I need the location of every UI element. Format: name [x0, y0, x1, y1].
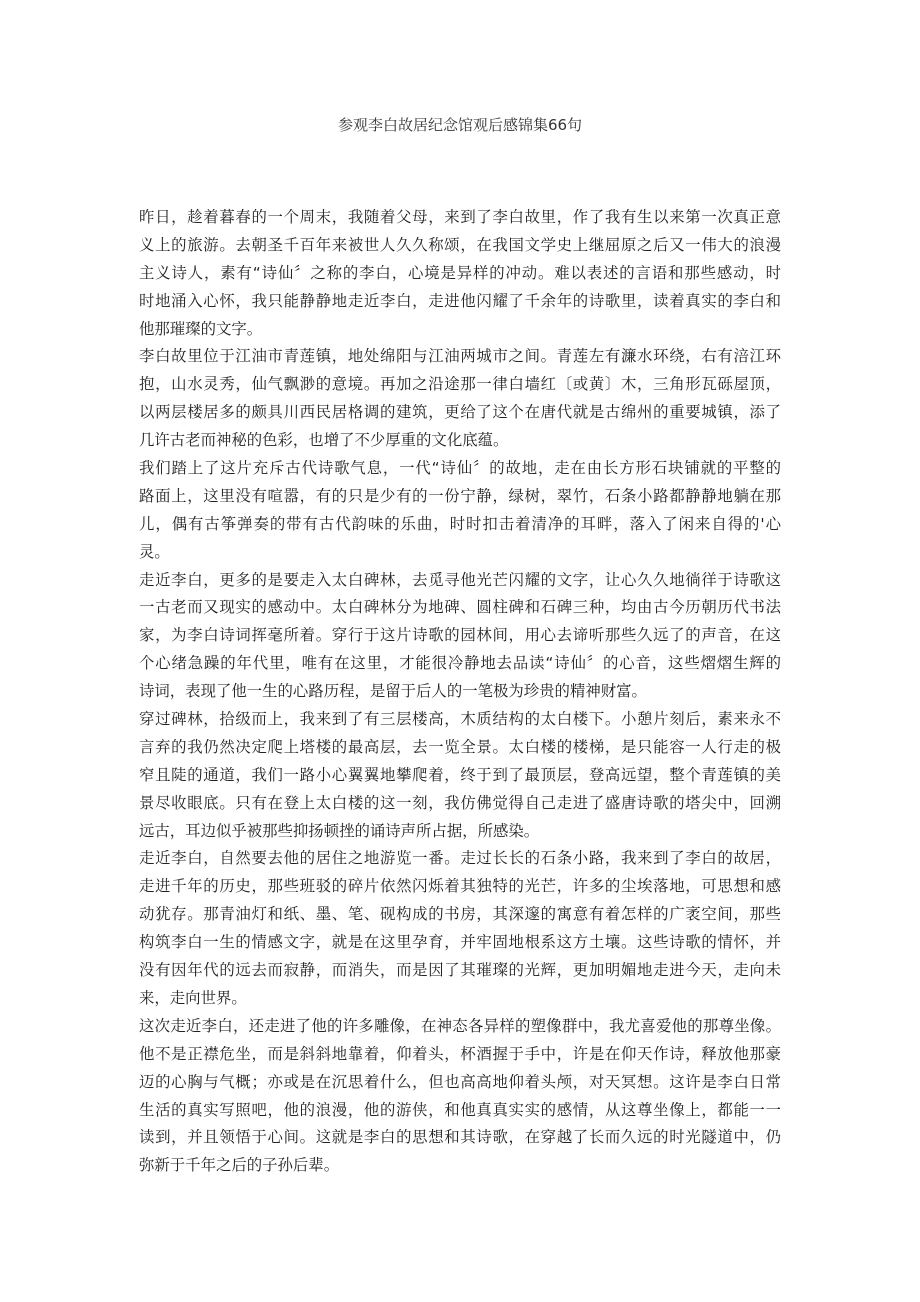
text-line: 他那璀璨的文字。	[139, 319, 263, 338]
text-line: 走进千年的历史，那些班驳的碎片依然闪烁着其独特的光芒，许多的尘埃落地，可思想和感	[139, 877, 781, 896]
text-line: 远古，耳边似乎被那些抑扬顿挫的诵诗声所占据，所感染。	[139, 821, 540, 840]
text-line: 主义诗人，素有“诗仙〞之称的李白，心境是异样的冲动。难以表述的言语和那些感动，时	[139, 263, 781, 282]
paragraph	[139, 455, 781, 567]
text-line: 走近李白，自然要去他的居住之地游览一番。走过长长的石条小路，我来到了李白的故居，	[139, 849, 781, 868]
text-line: 一古老而又现实的感动中。太白碑林分为地碑、圆柱碑和石碑三种，均由古今历朝历代书法	[139, 598, 781, 617]
text-line: 走近李白，更多的是要走入太白碑林，去觅寻他光芒闪耀的文字，让心久久地徜徉于诗歌这	[139, 570, 781, 589]
paragraph	[139, 1013, 781, 1180]
text-line: 几许古老而神秘的色彩，也增了不少厚重的文化底蕴。	[139, 431, 509, 450]
text-line: 我们踏上了这片充斥古代诗歌气息，一代“诗仙〞的故地，走在由长方形石块铺就的平整的	[139, 459, 781, 478]
text-line: 言弃的我仍然决定爬上塔楼的最高层，去一览全景。太白楼的楼梯，是只能容一人行走的极	[139, 737, 781, 756]
text-line: 李白故里位于江油市青莲镇，地处绵阳与江油两城市之间。青莲左有濂水环绕，右有涪江环	[139, 347, 781, 366]
text-line: 构筑李白一生的情感文字，就是在这里孕育，并牢固地根系这方土壤。这些诗歌的情怀，并	[139, 933, 781, 952]
paragraph	[139, 845, 781, 1012]
text-line: 路面上，这里没有喧嚣，有的只是少有的一份宁静，绿树，翠竹，石条小路都静静地躺在那	[139, 486, 781, 505]
paragraph	[139, 567, 781, 706]
text-line: 穿过碑林，拾级而上，我来到了有三层楼高，木质结构的太白楼下。小憩片刻后，素来永不	[139, 710, 781, 729]
document-title: 参观李白故居纪念馆观后感锦集66句	[337, 116, 583, 134]
paragraph	[139, 204, 781, 343]
text-line: 昨日，趁着暮春的一个周末，我随着父母，来到了李白故里，作了我有生以来第一次真正意	[139, 208, 781, 226]
text-line: 弥新于千年之后的子孙后辈。	[139, 1156, 340, 1175]
text-line: 诗词，表现了他一生的心路历程，是留于后人的一笔极为珍贵的精神财富。	[139, 682, 647, 701]
paragraph	[139, 343, 781, 455]
text-line: 景尽收眼底。只有在登上太白楼的这一刻，我仿佛觉得自己走进了盛唐诗歌的塔尖中，回溯	[139, 793, 781, 812]
text-line: 抱，山水灵秀，仙气飘渺的意境。再加之沿途那一律白墙红〔或黄〕木，三角形瓦砾屋顶，	[139, 375, 781, 394]
text-line: 来，走向世界。	[139, 988, 247, 1007]
text-line: 迈的心胸与气概；亦或是在沉思着什么，但也高高地仰着头颅，对天冥想。这许是李白日常	[139, 1072, 781, 1091]
text-line: 动犹存。那青油灯和纸、墨、笔、砚构成的书房，其深邃的寓意有着怎样的广袤空间，那些	[139, 905, 781, 924]
text-line: 灵。	[139, 542, 170, 561]
text-line: 家，为李白诗词挥毫所着。穿行于这片诗歌的园林间，用心去谛听那些久远了的声音，在这	[139, 626, 781, 645]
text-line: 义上的旅游。去朝圣千百年来被世人久久称颂，在我国文学史上继屈原之后又一伟大的浪漫	[139, 235, 781, 254]
document-body	[139, 204, 781, 1180]
text-line: 没有因年代的远去而寂静，而消失，而是因了其璀璨的光辉，更加明媚地走进今天，走向未	[139, 961, 781, 980]
text-line: 窄且陡的通道，我们一路小心翼翼地攀爬着，终于到了最顶层，登高远望，整个青莲镇的美	[139, 765, 781, 784]
text-line: 他不是正襟危坐，而是斜斜地靠着，仰着头，杯酒握于手中，许是在仰天作诗，释放他那豪	[139, 1044, 781, 1063]
text-line: 生活的真实写照吧，他的浪漫，他的游侠，和他真真实实的感情，从这尊坐像上，都能一一	[139, 1100, 781, 1119]
text-line: 这次走近李白，还走进了他的许多雕像，在神态各异样的塑像群中，我尤喜爱他的那尊坐像。	[139, 1016, 781, 1035]
text-line: 个心绪急躁的年代里，唯有在这里，才能很冷静地去品读“诗仙〞的心音，这些熠熠生辉的	[139, 654, 781, 673]
text-line: 时地涌入心怀，我只能静静地走近李白，走进他闪耀了千余年的诗歌里，读着真实的李白和	[139, 291, 781, 310]
text-line: 以两层楼居多的颇具川西民居格调的建筑，更给了这个在唐代就是古绵州的重要城镇，添了	[139, 403, 781, 422]
text-line: 儿，偶有古筝弹奏的带有古代韵味的乐曲，时时扣击着清净的耳畔，落入了闲来自得的'心	[139, 514, 781, 533]
text-line: 读到，并且领悟于心间。这就是李白的思想和其诗歌，在穿越了长而久远的时光隧道中，仍	[139, 1128, 781, 1147]
paragraph	[139, 706, 781, 845]
